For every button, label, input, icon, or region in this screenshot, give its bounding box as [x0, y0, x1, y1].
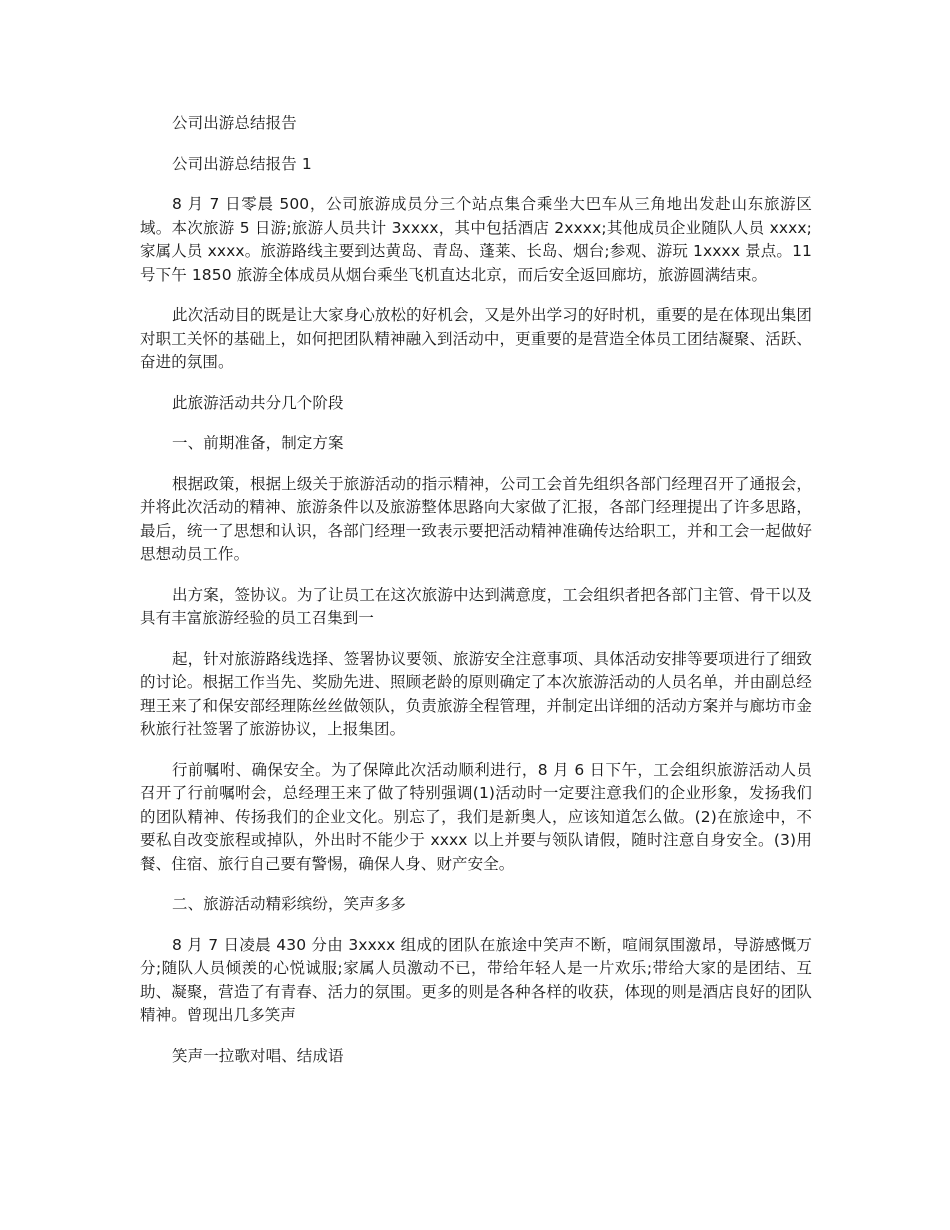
paragraph-laughter: 8 月 7 日凌晨 430 分由 3xxxx 组成的团队在旅途中笑声不断，喧闹氛围激昂，导游感慨万分;随队人员倾羡的心悦诚服;家属人员激动不已，带给年轻人是一片欢乐;带给大家的是团结、互助、凝聚，营造了有青春、活力的氛围。更多的则是各种各样的收获，体现的则是酒店良好的团队精神。曾现出几多笑声 [140, 935, 812, 1024]
document-body [140, 112, 812, 1085]
report-heading: 公司出游总结报告 1 [172, 154, 312, 173]
paragraph-discussion: 起，针对旅游路线选择、签署协议要领、旅游安全注意事项、具体活动安排等要项进行了细致的讨论。根据工作当先、奖励先进、照顾老龄的原则确定了本次旅游活动的人员名单，并由副总经理王来了和保安部经理陈丝丝做领队，负责旅游全程管理，并制定出详细的活动方案并与廊坊市金秋旅行社签署了旅游协议，上报集团。 [140, 649, 812, 738]
section-heading-preparation: 一、前期准备，制定方案 [172, 434, 344, 452]
section-heading-activities: 二、旅游活动精彩缤纷，笑声多多 [172, 895, 407, 913]
paragraph-trip-overview: 8 月 7 日零晨 500，公司旅游成员分三个站点集合乘坐大巴车从三角地出发赴山东旅游区域。本次旅游 5 日游;旅游人员共计 3xxxx，其中包括酒店 2xxxx;其他成员企业随队人员 xxxx;家属人员 xxxx。旅游路线主要到达黄岛、青岛、蓬莱、长岛、烟台;参观、游玩 1xxxx 景点。11 号下午 1850 旅游全体成员从烟台乘坐飞机直达北京，而后安全返回廊坊，旅游圆满结束。 [140, 195, 812, 284]
paragraph-purpose: 此次活动目的既是让大家身心放松的好机会，又是外出学习的好时机，重要的是在体现出集团对职工关怀的基础上，如何把团队精神融入到活动中，更重要的是营造全体员工团结凝聚、活跃、奋进的氛围。 [140, 306, 812, 371]
document-title: 公司出游总结报告 [172, 114, 297, 132]
paragraph-safety: 行前嘱咐、确保安全。为了保障此次活动顺利进行，8 月 6 日下午，工会组织旅游活动人员召开了行前嘱咐会，总经理王来了做了特别强调(1)活动时一定要注意我们的企业形象，发扬我们的团队精神、传扬我们的企业文化。别忘了，我们是新奥人，应该知道怎么做。(2)在旅途中，不要私自改变旅程或掉队，外出时不能少于 xxxx 以上并要与领队请假，随时注意自身安全。(3)用餐、住宿、旅行自己要有警惕，确保人身、财产安全。 [140, 760, 812, 873]
paragraph-stages-intro: 此旅游活动共分几个阶段 [172, 393, 344, 412]
paragraph-policy: 根据政策，根据上级关于旅游活动的指示精神，公司工会首先组织各部门经理召开了通报会，并将此次活动的精神、旅游条件以及旅游整体思路向大家做了汇报，各部门经理提出了许多思路，最后，统一了思想和认识，各部门经理一致表示要把活动精神准确传达给职工，并和工会一起做好思想动员工作。 [140, 474, 812, 563]
paragraph-singing: 笑声一拉歌对唱、结成语 [172, 1046, 344, 1065]
paragraph-plan-agreement: 出方案，签协议。为了让员工在这次旅游中达到满意度，工会组织者把各部门主管、骨干以及具有丰富旅游经验的员工召集到一 [140, 585, 812, 627]
